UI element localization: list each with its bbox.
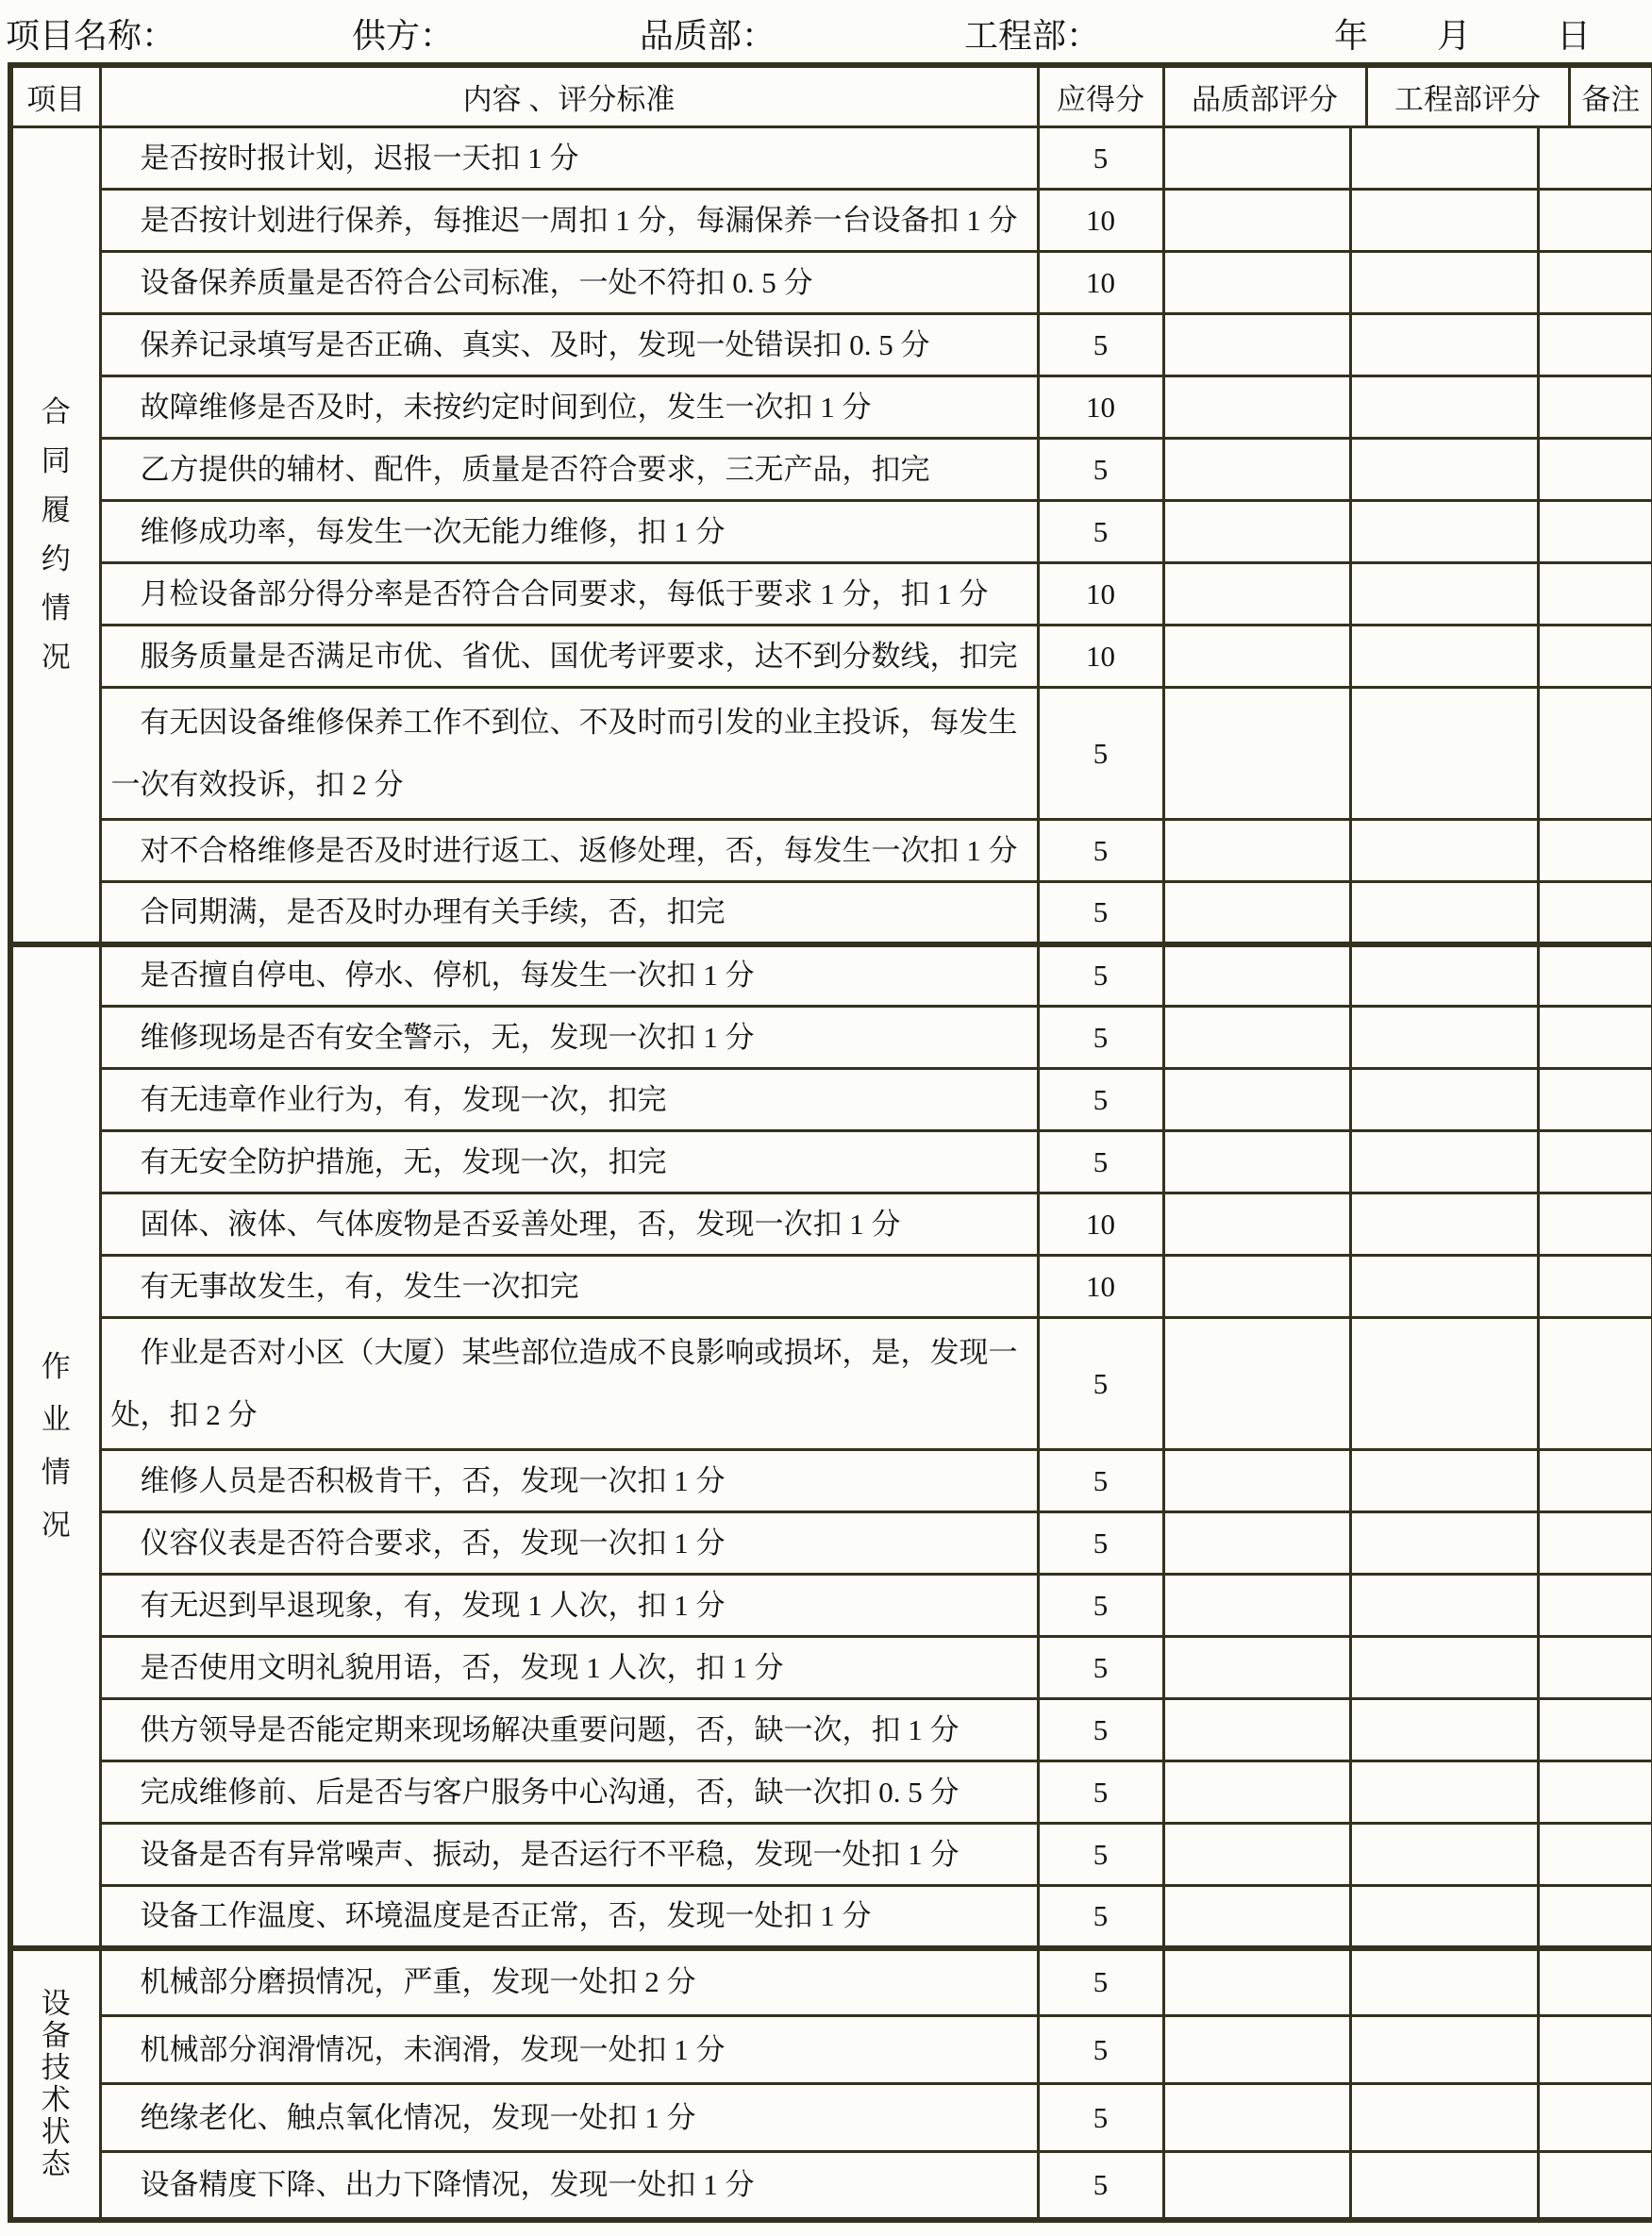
- criteria-cell: 是否按时报计划，迟报一天扣 1 分: [100, 127, 1038, 190]
- criteria-cell: 维修成功率，每发生一次无能力维修，扣 1 分: [100, 501, 1038, 563]
- engineering-score-cell: [1350, 1761, 1538, 1824]
- quality-score-cell: [1163, 1637, 1350, 1699]
- criteria-cell: 对不合格维修是否及时进行返工、返修处理，否，每发生一次扣 1 分: [100, 820, 1038, 882]
- remark-cell: [1538, 501, 1652, 563]
- table-row: [10, 1575, 1652, 1637]
- remark-cell: [1538, 688, 1652, 820]
- table-row: [10, 1637, 1652, 1699]
- quality-score-cell: [1163, 820, 1350, 882]
- criteria-cell: 有无违章作业行为，有，发现一次，扣完: [100, 1069, 1038, 1131]
- due-score-cell: 5: [1038, 1761, 1163, 1824]
- col-header-engineering-score: 工程部评分: [1366, 65, 1569, 125]
- engineering-score-cell: [1350, 190, 1538, 252]
- criteria-cell: 月检设备部分得分率是否符合合同要求，每低于要求 1 分，扣 1 分: [100, 563, 1038, 626]
- remark-cell: [1538, 314, 1652, 376]
- quality-score-cell: [1163, 1761, 1350, 1824]
- remark-cell: [1538, 1007, 1652, 1069]
- section-label-text: 设备技术状态: [41, 1986, 71, 2180]
- engineering-score-cell: [1350, 501, 1538, 563]
- remark-cell: [1538, 1193, 1652, 1256]
- due-score-cell: 5: [1038, 1512, 1163, 1575]
- engineering-score-cell: [1350, 1007, 1538, 1069]
- remark-cell: [1538, 1450, 1652, 1512]
- due-score-cell: 5: [1038, 1824, 1163, 1886]
- engineering-score-cell: [1350, 820, 1538, 882]
- table-row: [10, 820, 1652, 882]
- col-header-criteria: 内容 、评分标准: [100, 65, 1038, 125]
- criteria-cell: 固体、液体、气体废物是否妥善处理，否，发现一次扣 1 分: [100, 1193, 1038, 1256]
- engineering-score-cell: [1350, 1318, 1538, 1450]
- remark-cell: [1538, 190, 1652, 252]
- quality-score-cell: [1163, 1948, 1350, 2016]
- table-row: [10, 314, 1652, 376]
- table-row: [10, 1007, 1652, 1069]
- engineering-score-cell: [1350, 1886, 1538, 1948]
- due-score-cell: 5: [1038, 1131, 1163, 1193]
- remark-cell: [1538, 1256, 1652, 1318]
- quality-score-cell: [1163, 1450, 1350, 1512]
- due-score-cell: 5: [1038, 1886, 1163, 1948]
- remark-cell: [1538, 1069, 1652, 1131]
- due-score-cell: 5: [1038, 439, 1163, 501]
- criteria-cell: 有无迟到早退现象，有，发现 1 人次，扣 1 分: [100, 1575, 1038, 1637]
- day-label: 日: [1557, 17, 1592, 55]
- engineering-score-cell: [1350, 1575, 1538, 1637]
- criteria-cell: 有无事故发生，有，发生一次扣完: [100, 1256, 1038, 1318]
- engineering-score-cell: [1350, 1131, 1538, 1193]
- engineering-score-cell: [1350, 252, 1538, 314]
- table-row: [10, 944, 1652, 1007]
- due-score-cell: 5: [1038, 820, 1163, 882]
- criteria-cell: 供方领导是否能定期来现场解决重要问题，否，缺一次，扣 1 分: [100, 1699, 1038, 1761]
- table-row: [10, 439, 1652, 501]
- due-score-cell: 10: [1038, 376, 1163, 439]
- due-score-cell: 5: [1038, 2152, 1163, 2220]
- due-score-cell: 5: [1038, 1069, 1163, 1131]
- due-score-cell: 5: [1038, 1318, 1163, 1450]
- table-row: [10, 1318, 1652, 1450]
- criteria-cell: 乙方提供的辅材、配件，质量是否符合要求，三无产品，扣完: [100, 439, 1038, 501]
- section-label-equipment-technical-state: [10, 1948, 100, 2220]
- section-label-text: 合同履约情况: [41, 394, 71, 674]
- engineering-score-cell: [1350, 563, 1538, 626]
- due-score-cell: 10: [1038, 1193, 1163, 1256]
- section-label-text: 作业情况: [41, 1349, 71, 1542]
- engineering-score-cell: [1350, 1699, 1538, 1761]
- table-row: [10, 626, 1652, 688]
- table-row: [10, 2152, 1652, 2220]
- table-row: [10, 1256, 1652, 1318]
- table-row: [10, 1131, 1652, 1193]
- engineering-score-cell: [1350, 2152, 1538, 2220]
- remark-cell: [1538, 1637, 1652, 1699]
- quality-score-cell: [1163, 626, 1350, 688]
- criteria-cell: 设备工作温度、环境温度是否正常，否，发现一处扣 1 分: [100, 1886, 1038, 1948]
- table-row: [10, 1450, 1652, 1512]
- supplier-label: 供方：: [352, 17, 455, 55]
- table-row: [10, 1069, 1652, 1131]
- table-row: [10, 1948, 1652, 2016]
- criteria-cell: 故障维修是否及时，未按约定时间到位，发生一次扣 1 分: [100, 376, 1038, 439]
- quality-score-cell: [1163, 501, 1350, 563]
- remark-cell: [1538, 1512, 1652, 1575]
- remark-cell: [1538, 944, 1652, 1007]
- due-score-cell: 10: [1038, 252, 1163, 314]
- criteria-cell: 机械部分润滑情况，未润滑，发现一处扣 1 分: [100, 2016, 1038, 2084]
- quality-score-cell: [1163, 944, 1350, 1007]
- criteria-cell: 完成维修前、后是否与客户服务中心沟通，否，缺一次扣 0. 5 分: [100, 1761, 1038, 1824]
- criteria-cell: 机械部分磨损情况，严重，发现一处扣 2 分: [100, 1948, 1038, 2016]
- engineering-score-cell: [1350, 1637, 1538, 1699]
- due-score-cell: 5: [1038, 944, 1163, 1007]
- remark-cell: [1538, 2084, 1652, 2152]
- table-row: [10, 252, 1652, 314]
- criteria-cell: 有无安全防护措施，无，发现一次，扣完: [100, 1131, 1038, 1193]
- quality-score-cell: [1163, 1131, 1350, 1193]
- engineering-score-cell: [1350, 944, 1538, 1007]
- quality-score-cell: [1163, 882, 1350, 944]
- quality-score-cell: [1163, 314, 1350, 376]
- remark-cell: [1538, 563, 1652, 626]
- due-score-cell: 5: [1038, 501, 1163, 563]
- engineering-score-cell: [1350, 688, 1538, 820]
- table-row: [10, 1824, 1652, 1886]
- month-label: 月: [1437, 17, 1472, 55]
- table-row: [10, 2084, 1652, 2152]
- quality-score-cell: [1163, 2084, 1350, 2152]
- section-label-work-status: [10, 944, 100, 1948]
- criteria-cell: 维修现场是否有安全警示，无，发现一次扣 1 分: [100, 1007, 1038, 1069]
- remark-cell: [1538, 1699, 1652, 1761]
- criteria-cell: 是否使用文明礼貌用语，否，发现 1 人次，扣 1 分: [100, 1637, 1038, 1699]
- criteria-cell: 合同期满，是否及时办理有关手续，否，扣完: [100, 882, 1038, 944]
- quality-score-cell: [1163, 1886, 1350, 1948]
- engineering-score-cell: [1350, 1824, 1538, 1886]
- col-header-item: 项目: [10, 65, 100, 125]
- engineering-score-cell: [1350, 1948, 1538, 2016]
- engineering-score-cell: [1350, 1512, 1538, 1575]
- quality-score-cell: [1163, 252, 1350, 314]
- due-score-cell: 5: [1038, 2084, 1163, 2152]
- quality-score-cell: [1163, 190, 1350, 252]
- quality-score-cell: [1163, 1193, 1350, 1256]
- quality-score-cell: [1163, 1824, 1350, 1886]
- quality-score-cell: [1163, 563, 1350, 626]
- quality-score-cell: [1163, 2152, 1350, 2220]
- due-score-cell: 5: [1038, 1948, 1163, 2016]
- criteria-cell: 有无因设备维修保养工作不到位、不及时而引发的业主投诉，每发生一次有效投诉，扣 2 分: [100, 688, 1038, 820]
- table-row: [10, 376, 1652, 439]
- remark-cell: [1538, 1948, 1652, 2016]
- quality-score-cell: [1163, 439, 1350, 501]
- criteria-cell: 仪容仪表是否符合要求，否，发现一次扣 1 分: [100, 1512, 1038, 1575]
- criteria-cell: 服务质量是否满足市优、省优、国优考评要求，达不到分数线，扣完: [100, 626, 1038, 688]
- quality-score-cell: [1163, 1007, 1350, 1069]
- due-score-cell: 10: [1038, 626, 1163, 688]
- col-header-due-score: 应得分: [1038, 65, 1163, 125]
- table-row: [10, 127, 1652, 190]
- remark-cell: [1538, 882, 1652, 944]
- remark-cell: [1538, 626, 1652, 688]
- engineering-score-cell: [1350, 2016, 1538, 2084]
- header-row: [10, 65, 1652, 125]
- remark-cell: [1538, 127, 1652, 190]
- table-row: [10, 1886, 1652, 1948]
- quality-score-cell: [1163, 376, 1350, 439]
- document-title-row: [0, 0, 1652, 62]
- col-header-quality-score: 品质部评分: [1163, 65, 1366, 125]
- criteria-cell: 作业是否对小区（大厦）某些部位造成不良影响或损坏，是，发现一处，扣 2 分: [100, 1318, 1038, 1450]
- remark-cell: [1538, 2016, 1652, 2084]
- quality-score-cell: [1163, 1256, 1350, 1318]
- due-score-cell: 5: [1038, 1637, 1163, 1699]
- remark-cell: [1538, 1886, 1652, 1948]
- engineering-score-cell: [1350, 1069, 1538, 1131]
- criteria-cell: 设备保养质量是否符合公司标准，一处不符扣 0. 5 分: [100, 252, 1038, 314]
- year-label: 年: [1334, 17, 1369, 55]
- due-score-cell: 5: [1038, 127, 1163, 190]
- due-score-cell: 5: [1038, 1007, 1163, 1069]
- remark-cell: [1538, 376, 1652, 439]
- engineering-score-cell: [1350, 376, 1538, 439]
- engineering-score-cell: [1350, 1193, 1538, 1256]
- quality-score-cell: [1163, 1069, 1350, 1131]
- criteria-cell: 设备是否有异常噪声、振动，是否运行不平稳，发现一处扣 1 分: [100, 1824, 1038, 1886]
- engineering-score-cell: [1350, 1256, 1538, 1318]
- due-score-cell: 10: [1038, 190, 1163, 252]
- table-row: [10, 1699, 1652, 1761]
- engineering-score-cell: [1350, 1450, 1538, 1512]
- remark-cell: [1538, 1761, 1652, 1824]
- section-label-contract-performance: [10, 127, 100, 944]
- quality-dept-label: 品质部：: [640, 17, 776, 55]
- table-row: [10, 1512, 1652, 1575]
- table-row: [10, 882, 1652, 944]
- due-score-cell: 10: [1038, 563, 1163, 626]
- quality-score-cell: [1163, 1575, 1350, 1637]
- remark-cell: [1538, 2152, 1652, 2220]
- quality-score-cell: [1163, 1512, 1350, 1575]
- project-name-label: 项目名称：: [6, 17, 176, 55]
- quality-score-cell: [1163, 1699, 1350, 1761]
- remark-cell: [1538, 1131, 1652, 1193]
- quality-score-cell: [1163, 1318, 1350, 1450]
- remark-cell: [1538, 439, 1652, 501]
- table-row: [10, 1761, 1652, 1824]
- quality-score-cell: [1163, 2016, 1350, 2084]
- remark-cell: [1538, 1318, 1652, 1450]
- due-score-cell: 5: [1038, 688, 1163, 820]
- due-score-cell: 10: [1038, 1256, 1163, 1318]
- quality-score-cell: [1163, 688, 1350, 820]
- col-header-remark: 备注: [1569, 65, 1652, 125]
- engineering-score-cell: [1350, 314, 1538, 376]
- criteria-cell: 是否按计划进行保养，每推迟一周扣 1 分，每漏保养一台设备扣 1 分: [100, 190, 1038, 252]
- table-row: [10, 563, 1652, 626]
- due-score-cell: 5: [1038, 1575, 1163, 1637]
- criteria-cell: 是否擅自停电、停水、停机，每发生一次扣 1 分: [100, 944, 1038, 1007]
- engineering-score-cell: [1350, 882, 1538, 944]
- criteria-cell: 维修人员是否积极肯干，否，发现一次扣 1 分: [100, 1450, 1038, 1512]
- remark-cell: [1538, 1575, 1652, 1637]
- remark-cell: [1538, 820, 1652, 882]
- score-table-body: [8, 125, 1652, 2223]
- remark-cell: [1538, 252, 1652, 314]
- engineering-score-cell: [1350, 439, 1538, 501]
- due-score-cell: 5: [1038, 1450, 1163, 1512]
- criteria-cell: 设备精度下降、出力下降情况，发现一处扣 1 分: [100, 2152, 1038, 2220]
- table-row: [10, 2016, 1652, 2084]
- criteria-cell: 保养记录填写是否正确、真实、及时，发现一处错误扣 0. 5 分: [100, 314, 1038, 376]
- engineering-score-cell: [1350, 626, 1538, 688]
- table-row: [10, 190, 1652, 252]
- due-score-cell: 5: [1038, 882, 1163, 944]
- table-row: [10, 688, 1652, 820]
- engineering-score-cell: [1350, 2084, 1538, 2152]
- due-score-cell: 5: [1038, 2016, 1163, 2084]
- score-table-header: [8, 62, 1652, 125]
- engineering-dept-label: 工程部：: [964, 17, 1101, 55]
- table-row: [10, 501, 1652, 563]
- remark-cell: [1538, 1824, 1652, 1886]
- quality-score-cell: [1163, 127, 1350, 190]
- engineering-score-cell: [1350, 127, 1538, 190]
- due-score-cell: 5: [1038, 1699, 1163, 1761]
- criteria-cell: 绝缘老化、触点氧化情况，发现一处扣 1 分: [100, 2084, 1038, 2152]
- due-score-cell: 5: [1038, 314, 1163, 376]
- table-row: [10, 1193, 1652, 1256]
